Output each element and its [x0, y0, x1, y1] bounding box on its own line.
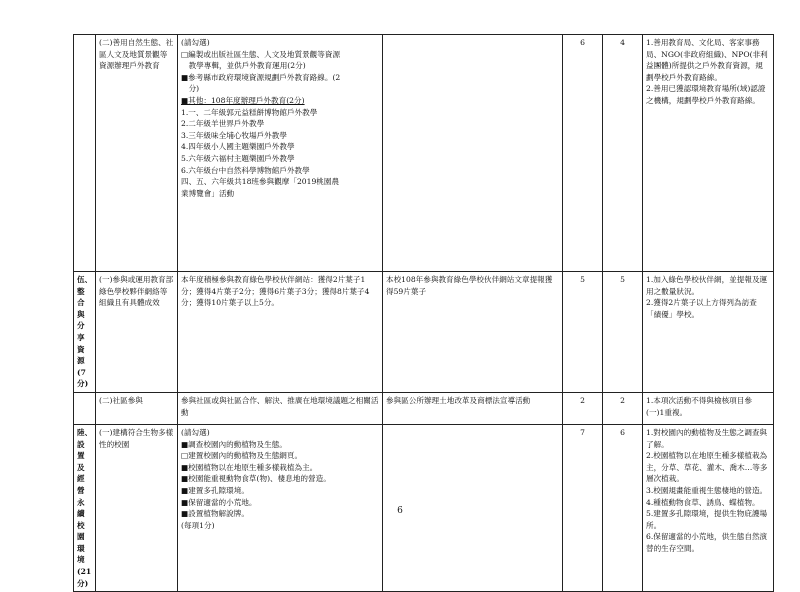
note-item: 1.加入綠色學校伙伴網，並提報及運用之數量狀況。	[646, 275, 768, 296]
score-a-cell: 5	[563, 272, 603, 393]
note-item: 2.獲得2片葉子以上方得列為訪查「績優」學校。	[646, 298, 757, 319]
table-row	[74, 392, 774, 424]
score-b-cell: 5	[603, 272, 643, 393]
score-a-cell: 6	[563, 35, 603, 272]
note-item: 2.校園植物以在地原生種多樣植栽為主，分草、草花、灌木、喬木…等多層次植栽。	[646, 451, 768, 484]
note-item: 1.本項次活動不得與檢核項目參(一)1重複。	[646, 395, 752, 417]
item-cell: (一)建構符合生物多樣性的校園	[96, 424, 178, 591]
page-number: 6	[397, 506, 403, 516]
table-row	[74, 35, 774, 272]
evidence-cell: 參與區公所辦理土地改革及商標法宣導活動	[383, 392, 563, 424]
score-b-cell: 6	[603, 424, 643, 591]
item-cell: (二)社區參與	[96, 392, 178, 424]
note-item: 1.善用教育局、文化局、客家事務局、NGO(非政府組織)、NPO(非利益團體)所提供之戶外教育資源，規劃學校戶外教育路線。	[646, 38, 768, 82]
item-cell: (一)參與或運用教育部綠色學校夥伴網絡等組織且有具體成效	[96, 272, 178, 393]
category-cell	[74, 392, 96, 424]
table-row	[74, 272, 774, 393]
category-cell: 陸、設置及經營永續校園環境(21分)	[74, 424, 96, 591]
score-b-cell: 4	[603, 35, 643, 272]
content-cell: 參與社區或與社區合作、解決、推廣在地環境議題之相關活動	[178, 392, 383, 424]
note-item: 3.校園規畫能重視生態棲地的營造。	[646, 485, 768, 495]
notes-cell	[643, 272, 774, 393]
evidence-cell	[383, 35, 563, 272]
item-cell: (二)善用自然生態、社區人文及地質景觀等資源辦理戶外教育	[96, 35, 178, 272]
notes-cell	[643, 392, 774, 424]
notes-cell	[643, 35, 774, 272]
score-a-cell: 2	[563, 392, 603, 424]
content-cell: (請勾選) □編製或出版社區生態、人文及地質景觀等資源 教學專輯，並供戶外教育運用(2分) ■參考縣市政府環境資源規劃戶外教育路線。(2 分) ■其他：108年度辦理戶外教育(2分) 1.一、二年級郭元益糕餅博物館戶外教學 2.二年級羊世界戶外教學 3.三年級味全埔心牧場戶外教學 4.四年級小人國主題樂園戶外教學 5.六年級六福村主題樂園戶外教學 6.六年級台中自然科學博物館戶外教學 四、五、六年級共18班參與觀摩「2019桃園農 業博覽會」活動	[178, 35, 383, 272]
note-item: 4.種植動物食草、誘鳥、蝶植物。	[646, 497, 760, 507]
note-item: 2.善用已獲認環境教育場所(域)認證之機構，規劃學校戶外教育路線。	[646, 84, 766, 105]
score-a-cell: 7	[563, 424, 603, 591]
note-item: 1.對校園內的動植物及生態之調查與了解。	[646, 427, 768, 449]
note-item: 6.保留適當的小荒地，供生態自然演替的生存空間。	[646, 532, 768, 553]
content-cell: (請勾選) ■調查校園內的動植物及生態。 □建置校園內的動植物及生態網頁。 ■校園植物以在地原生種多樣栽植為主。 ■校園能重視動物食草(物)、棲息地的營造。 ■建置多孔隙環境。 ■保留適當的小荒地。 ■設置植物解說牌。 (每項1分)	[178, 424, 383, 591]
category-cell	[74, 35, 96, 272]
note-item: 5.建置多孔隙環境，提供生物庇護場所。	[646, 509, 768, 530]
score-b-cell: 2	[603, 392, 643, 424]
content-cell: 本年度積極參與教育綠色學校伙伴網站：獲得2片葉子1分；獲得4片葉子2分；獲得6片葉子3分；獲得8片葉子4分；獲得10片葉子以上5分。	[178, 272, 383, 393]
evidence-cell: 本校108年參與教育綠色學校伙伴網站文章提報獲得59片葉子	[383, 272, 563, 393]
category-cell: 伍、整合與分享資源(7分)	[74, 272, 96, 393]
